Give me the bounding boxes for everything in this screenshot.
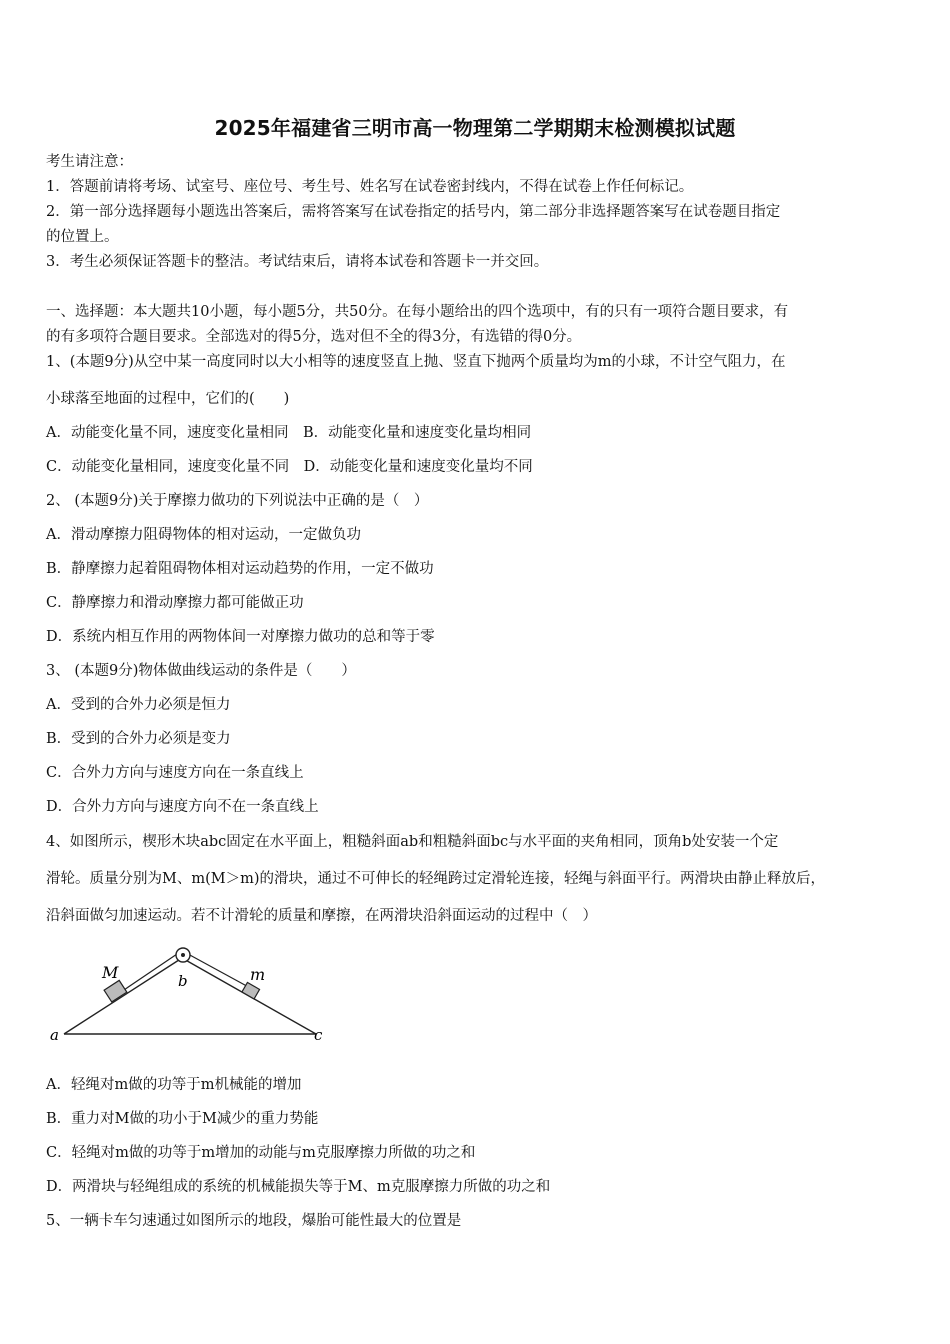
page-title: 2025年福建省三明市高一物理第二学期期末检测模拟试题 (214, 116, 736, 140)
rope-right (188, 954, 254, 990)
question-4-option: D．两滑块与轻绳组成的系统的机械能损失等于M、m克服摩擦力所做的功之和 (46, 1179, 551, 1195)
question-4-option: A．轻绳对m做的功等于m机械能的增加 (46, 1077, 302, 1093)
notice-item: 1．答题前请将考场、试室号、座位号、考生号、姓名写在试卷密封线内，不得在试卷上作任何标记。 (46, 179, 694, 195)
question-2-option: C．静摩擦力和滑动摩擦力都可能做正功 (46, 595, 304, 611)
notice-item: 的位置上。 (46, 229, 119, 245)
question-2-option: A．滑动摩擦力阻碍物体的相对运动，一定做负功 (46, 527, 361, 543)
question-3-option: A．受到的合外力必须是恒力 (46, 697, 231, 713)
label-m: m (250, 965, 266, 984)
section-instruction: 的有多项符合题目要求。全部选对的得5分，选对但不全的得3分，有选错的得0分。 (46, 329, 582, 345)
question-3-stem: 3、 (本题9分)物体做曲线运动的条件是（ ） (46, 663, 356, 679)
incline-ab (64, 958, 182, 1034)
question-4-stem: 滑轮。质量分别为M、m(M＞m)的滑块，通过不可伸长的轻绳跨过定滑轮连接，轻绳与斜面平行。两滑块由静止释放后， (46, 871, 826, 887)
notice-item: 2．第一部分选择题每小题选出答案后，需将答案写在试卷指定的括号内，第二部分非选择题答案写在试卷题目指定 (46, 204, 781, 220)
question-1-options: A．动能变化量不同，速度变化量相同 B．动能变化量和速度变化量均相同 (46, 425, 532, 441)
block-M (104, 980, 127, 1002)
question-2-option: B．静摩擦力起着阻碍物体相对运动趋势的作用，一定不做功 (46, 561, 434, 577)
label-c: c (314, 1026, 323, 1044)
question-4-stem: 沿斜面做匀加速运动。若不计滑轮的质量和摩擦，在两滑块沿斜面运动的过程中（ ） (46, 908, 597, 924)
rope-left (118, 952, 180, 994)
label-a: a (50, 1026, 59, 1044)
question-2-option: D．系统内相互作用的两物体间一对摩擦力做功的总和等于零 (46, 629, 435, 645)
label-M: M (102, 963, 119, 982)
question-1-options: C．动能变化量相同，速度变化量不同 D．动能变化量和速度变化量均不同 (46, 459, 533, 475)
question-5-stem: 5、一辆卡车匀速通过如图所示的地段，爆胎可能性最大的位置是 (46, 1213, 462, 1229)
question-2-stem: 2、 (本题9分)关于摩擦力做功的下列说法中正确的是（ ） (46, 493, 429, 509)
question-4-stem: 4、如图所示，楔形木块abc固定在水平面上，粗糙斜面ab和粗糙斜面bc与水平面的夹角相同，顶角b处安装一个定 (46, 834, 779, 850)
section-instruction: 一、选择题：本大题共10小题，每小题5分，共50分。在每小题给出的四个选项中，有的只有一项符合题目要求，有 (46, 304, 789, 320)
question-4-option: B．重力对M做的功小于M减少的重力势能 (46, 1111, 319, 1127)
question-4-option: C．轻绳对m做的功等于m增加的动能与m克服摩擦力所做的功之和 (46, 1145, 476, 1161)
label-b: b (178, 972, 188, 990)
notice-item: 3．考生必须保证答题卡的整洁。考试结束后，请将本试卷和答题卡一并交回。 (46, 254, 549, 270)
question-3-option: C．合外力方向与速度方向在一条直线上 (46, 765, 304, 781)
question-3-option: B．受到的合外力必须是变力 (46, 731, 231, 747)
question-1-stem: 1、(本题9分)从空中某一高度同时以大小相等的速度竖直上抛、竖直下抛两个质量均为m的小球，不计空气阻力，在 (46, 354, 786, 370)
question-3-option: D．合外力方向与速度方向不在一条直线上 (46, 799, 319, 815)
question-1-stem: 小球落至地面的过程中，它们的( ) (46, 391, 290, 407)
notice-heading: 考生请注意： (46, 154, 133, 170)
wedge-pulley-diagram (44, 944, 334, 1048)
